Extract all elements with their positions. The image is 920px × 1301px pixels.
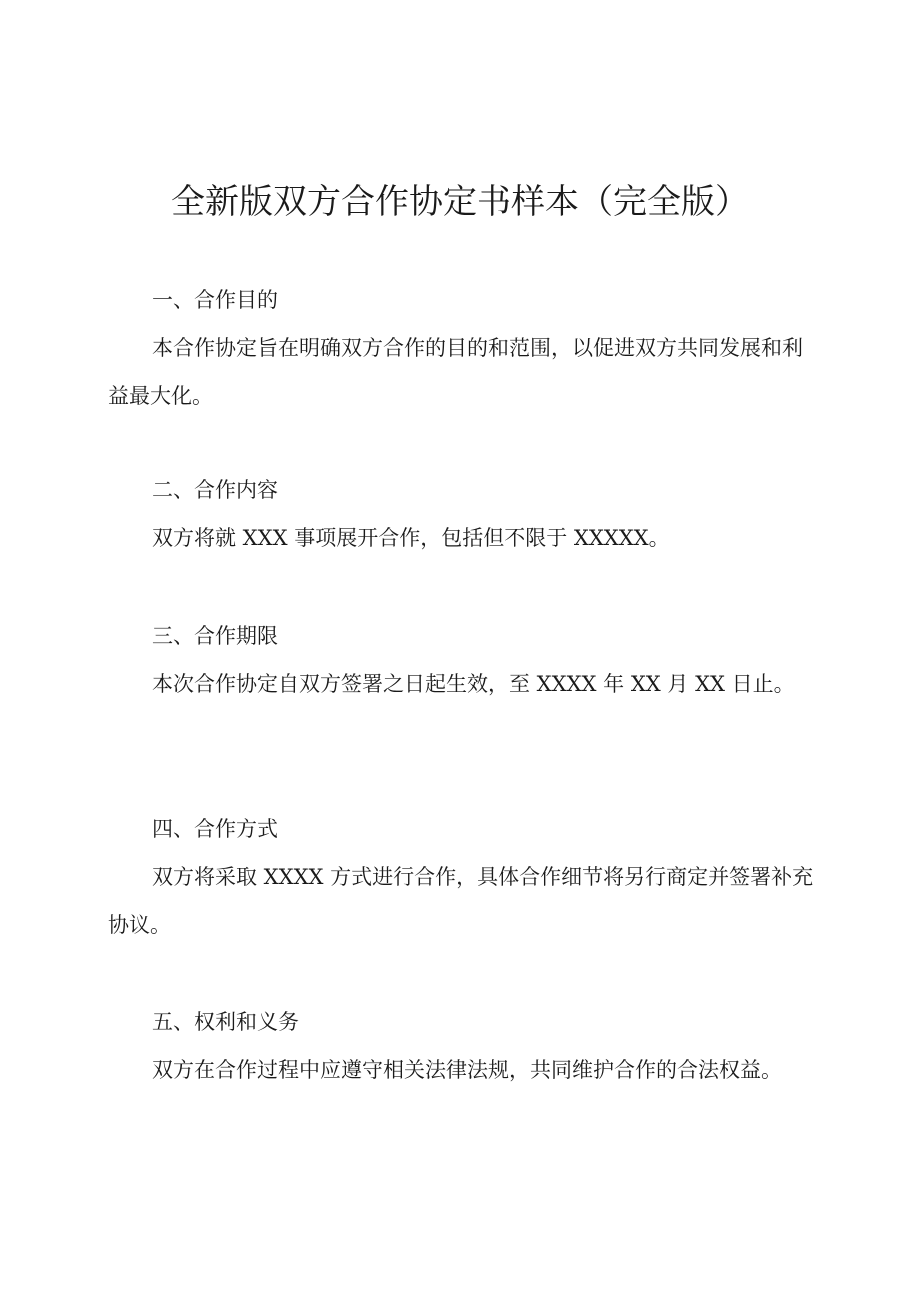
- section-heading: 五、权利和义务: [152, 1010, 299, 1034]
- section-heading: 四、合作方式: [152, 817, 278, 841]
- section-body: 双方将采取 XXXX 方式进行合作，具体合作细节将另行商定并签署补充协议。: [108, 865, 814, 937]
- section-heading: 二、合作内容: [152, 478, 278, 502]
- document-title: 全新版双方合作协定书样本（完全版）: [171, 182, 749, 222]
- section-body: 本合作协定旨在明确双方合作的目的和范围，以促进双方共同发展和利益最大化。: [108, 336, 803, 408]
- section-purpose: [108, 276, 820, 420]
- section-term: [108, 612, 820, 708]
- section-method: [108, 805, 820, 949]
- section-body: 本次合作协定自双方签署之日起生效，至 XXXX 年 XX 月 XX 日止。: [152, 672, 795, 696]
- section-heading: 一、合作目的: [152, 288, 278, 312]
- section-heading: 三、合作期限: [152, 624, 278, 648]
- section-content: [108, 466, 820, 562]
- section-body: 双方将就 XXX 事项展开合作，包括但不限于 XXXXX。: [152, 526, 670, 550]
- section-rights-obligations: [108, 998, 820, 1094]
- section-body: 双方在合作过程中应遵守相关法律法规，共同维护合作的合法权益。: [152, 1058, 782, 1082]
